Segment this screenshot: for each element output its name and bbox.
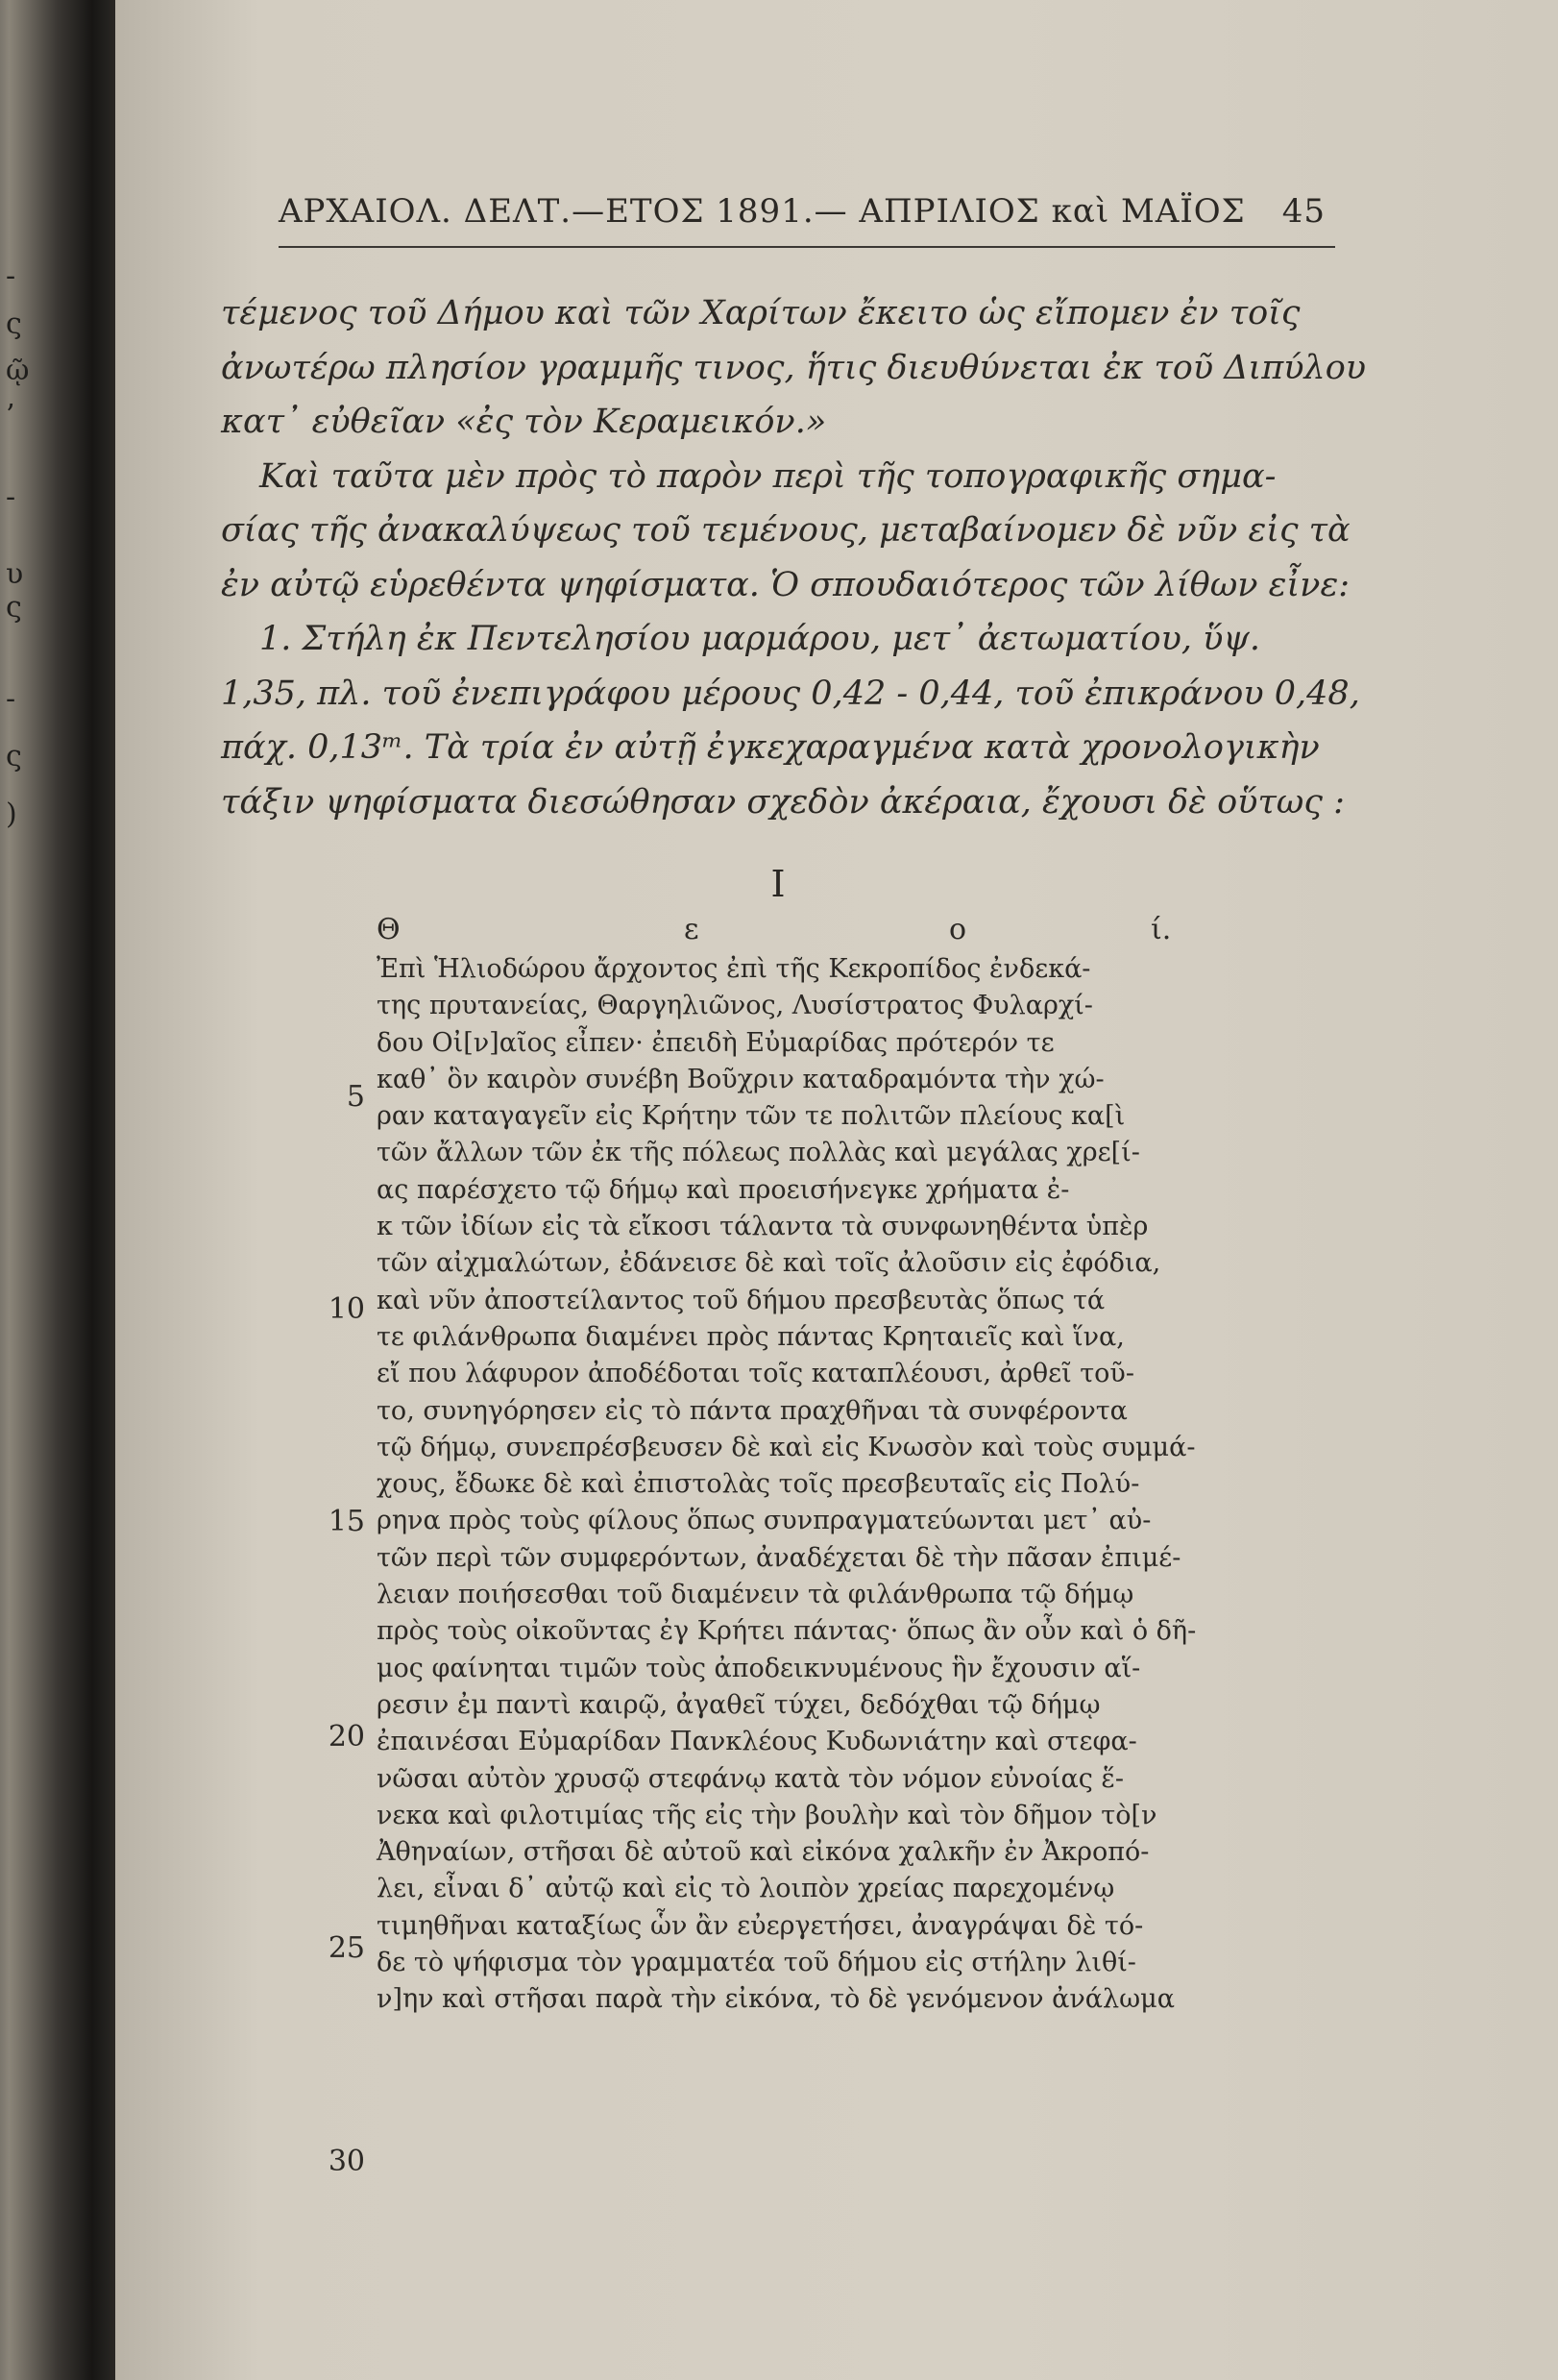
text-line: ἀνωτέρω πλησίον γραμμῆς τινος, ἥτις διευθύνεται ἐκ τοῦ Διπύλου: [221, 348, 1367, 387]
margin-fragment: -: [6, 480, 16, 514]
inscription-line: πρὸς τοὺς οἰκοῦντας ἐγ Κρήτει πάντας· ὅπως ἂν οὖν καὶ ὁ δῆ-: [377, 1616, 1197, 1647]
inscription-line: ἐπαινέσαι Εὐμαρίδαν Πανκλέους Κυδωνιάτην καὶ στεφα-: [377, 1727, 1137, 1757]
margin-fragment: -: [6, 259, 16, 293]
running-header: [279, 192, 1326, 234]
inscription-line: τῷ δήμῳ, συνεπρέσβευσεν δὲ καὶ εἰς Κνωσὸν καὶ τοὺς συμμά-: [377, 1432, 1196, 1462]
line-number: 10: [328, 1292, 365, 1326]
inscription-line: τῶν αἰχμαλώτων, ἐδάνεισε δὲ καὶ τοῖς ἀλοῦσιν εἰς ἐφόδια,: [377, 1248, 1161, 1279]
margin-fragment: ’: [6, 399, 15, 432]
inscription-line: δου Οἰ[ν]αῖος εἶπεν· ἐπειδὴ Εὐμαρίδας πρότερόν τε: [377, 1027, 1055, 1058]
inscription-line: Ἀθηναίων, στῆσαι δὲ αὐτοῦ καὶ εἰκόνα χαλκῆν ἐν Ἀκροπό-: [377, 1837, 1150, 1868]
inscription-line: ραν καταγαγεῖν εἰς Κρήτην τῶν τε πολιτῶν πλείους κα[ὶ: [377, 1101, 1126, 1132]
inscription-line: το, συνηγόρησεν εἰς τὸ πάντα πραχθῆναι τὰ συνφέροντα: [377, 1395, 1128, 1426]
pediment-letter: Θ: [377, 913, 401, 946]
header-rule: [279, 246, 1335, 248]
text-line: σίας τῆς ἀνακαλύψεως τοῦ τεμένους, μεταβαίνομεν δὲ νῦν εἰς τὰ: [221, 511, 1351, 550]
inscription-line: μος φαίνηται τιμῶν τοὺς ἀποδεικνυμένους ἣν ἔχουσιν αἵ-: [377, 1653, 1141, 1683]
pediment-letter: ί.: [1151, 913, 1172, 946]
inscription-line: εἴ που λάφυρον ἀποδέδοται τοῖς καταπλέουσι, ἀρθεῖ τοῦ-: [377, 1359, 1134, 1389]
text-line: 1,35, πλ. τοῦ ἐνεπιγράφου μέρους 0,42 - 0,44, τοῦ ἐπικράνου 0,48,: [221, 674, 1360, 713]
inscription-line: λειαν ποιήσεσθαι τοῦ διαμένειν τὰ φιλάνθρωπα τῷ δήμῳ: [377, 1580, 1134, 1610]
line-number: 30: [328, 2145, 365, 2178]
inscription-number: I: [770, 863, 786, 905]
inscription-heading: [327, 855, 1287, 961]
inscription-line: Ἐπὶ Ἡλιοδώρου ἄρχοντος ἐπὶ τῆς Κεκροπίδος ἐνδεκά-: [377, 954, 1091, 984]
inscription-line: ρεσιν ἐμ παντὶ καιρῷ, ἀγαθεῖ τύχει, δεδόχθαι τῷ δήμῳ: [377, 1689, 1101, 1720]
page-number: 45: [1281, 192, 1326, 231]
inscription-line: της πρυτανείας, Θαργηλιῶνος, Λυσίστρατος Φυλαρχί-: [377, 991, 1093, 1021]
inscription-text: [377, 951, 1241, 2019]
line-number: 5: [346, 1080, 365, 1114]
line-number: 25: [328, 1931, 365, 1965]
margin-fragment: ῷ: [6, 354, 30, 387]
text-line: τέμενος τοῦ Δήμου καὶ τῶν Χαρίτων ἔκειτο ὡς εἴπομεν ἐν τοῖς: [221, 294, 1301, 332]
margin-fragment: ): [6, 797, 17, 831]
inscription-line: τιμηθῆναι καταξίως ὧν ἂν εὐεργετήσει, ἀναγράψαι δὲ τό-: [377, 1910, 1144, 1941]
commentary-text: [221, 286, 1367, 829]
margin-fragment: υ: [6, 557, 24, 591]
margin-fragment: -: [6, 682, 16, 716]
inscription-line: καὶ νῦν ἀποστείλαντος τοῦ δήμου πρεσβευτὰς ὅπως τά: [377, 1285, 1106, 1315]
inscription-line: ας παρέσχετο τῷ δήμῳ καὶ προεισήνεγκε χρήματα ἐ-: [377, 1174, 1070, 1205]
text-line: κατ᾽ εὐθεῖαν «ἐς τὸν Κεραμεικόν.»: [221, 403, 827, 441]
inscription-line: τῶν περὶ τῶν συμφερόντων, ἀναδέχεται δὲ τὴν πᾶσαν ἐπιμέ-: [377, 1542, 1181, 1573]
inscription-line: νεκα καὶ φιλοτιμίας τῆς εἰς τὴν βουλὴν καὶ τὸν δῆμον τὸ[ν: [377, 1800, 1157, 1830]
pediment-letter: ο: [949, 913, 967, 946]
journal-title: ΑΡΧΑΙΟΛ. ΔΕΛΤ.—ΕΤΟΣ 1891.— ΑΠΡΙΛΙΟΣ καὶ ΜΑΪΟΣ: [279, 192, 1246, 231]
line-number: 20: [328, 1720, 365, 1754]
inscription-line: τε φιλάνθρωπα διαμένει πρὸς πάντας Κρηταιεῖς καὶ ἵνα,: [377, 1321, 1125, 1352]
inscription-line: καθ᾽ ὃν καιρὸν συνέβη Βοῦχριν καταδραμόντα τὴν χώ-: [377, 1064, 1105, 1094]
inscription-line: χους, ἔδωκε δὲ καὶ ἐπιστολὰς τοῖς πρεσβευταῖς εἰς Πολύ-: [377, 1469, 1140, 1500]
text-line: Καὶ ταῦτα μὲν πρὸς τὸ παρὸν περὶ τῆς τοπογραφικῆς σημα-: [259, 456, 1277, 496]
text-line: ἐν αὐτῷ εὑρεθέντα ψηφίσματα. Ὁ σπουδαιότερος τῶν λίθων εἶνε:: [221, 565, 1351, 604]
text-line: 1. Στήλη ἐκ Πεντελησίου μαρμάρου, μετ᾽ ἀετωματίου, ὕψ.: [259, 620, 1260, 658]
text-line: τάξιν ψηφίσματα διεσώθησαν σχεδὸν ἀκέραια, ἔχουσι δὲ οὕτως :: [221, 782, 1345, 822]
inscription-line: τῶν ἄλλων τῶν ἐκ τῆς πόλεως πολλὰς καὶ μεγάλας χρε[ί-: [377, 1138, 1140, 1168]
line-number: 15: [328, 1505, 365, 1538]
margin-fragment: ς: [6, 740, 22, 773]
inscription-line: νῶσαι αὐτὸν χρυσῷ στεφάνῳ κατὰ τὸν νόμον εὐνοίας ἕ-: [377, 1763, 1125, 1794]
margin-fragment: ς: [6, 307, 22, 341]
pediment-letter: ε: [684, 913, 699, 946]
inscription-line: δε τὸ ψήφισμα τὸν γραμματέα τοῦ δήμου εἰς στήλην λιθί-: [377, 1948, 1136, 1978]
inscription-line: λει, εἶναι δ᾽ αὐτῷ καὶ εἰς τὸ λοιπὸν χρείας παρεχομένῳ: [377, 1874, 1115, 1904]
inscription-line: κ τῶν ἰδίων εἰς τὰ εἴκοσι τάλαντα τὰ συνφωνηθέντα ὑπὲρ: [377, 1212, 1149, 1242]
margin-fragment: ς: [6, 591, 22, 625]
inscription-line: ν]ην καὶ στῆσαι παρὰ τὴν εἰκόνα, τὸ δὲ γενόμενον ἀνάλωμα: [377, 1984, 1175, 2015]
text-line: πάχ. 0,13ᵐ. Τὰ τρία ἐν αὐτῇ ἐγκεχαραγμένα κατὰ χρονολογικὴν: [221, 728, 1320, 767]
inscription-line: ρηνα πρὸς τοὺς φίλους ὅπως συνπραγματεύωνται μετ᾽ αὐ-: [377, 1506, 1152, 1536]
